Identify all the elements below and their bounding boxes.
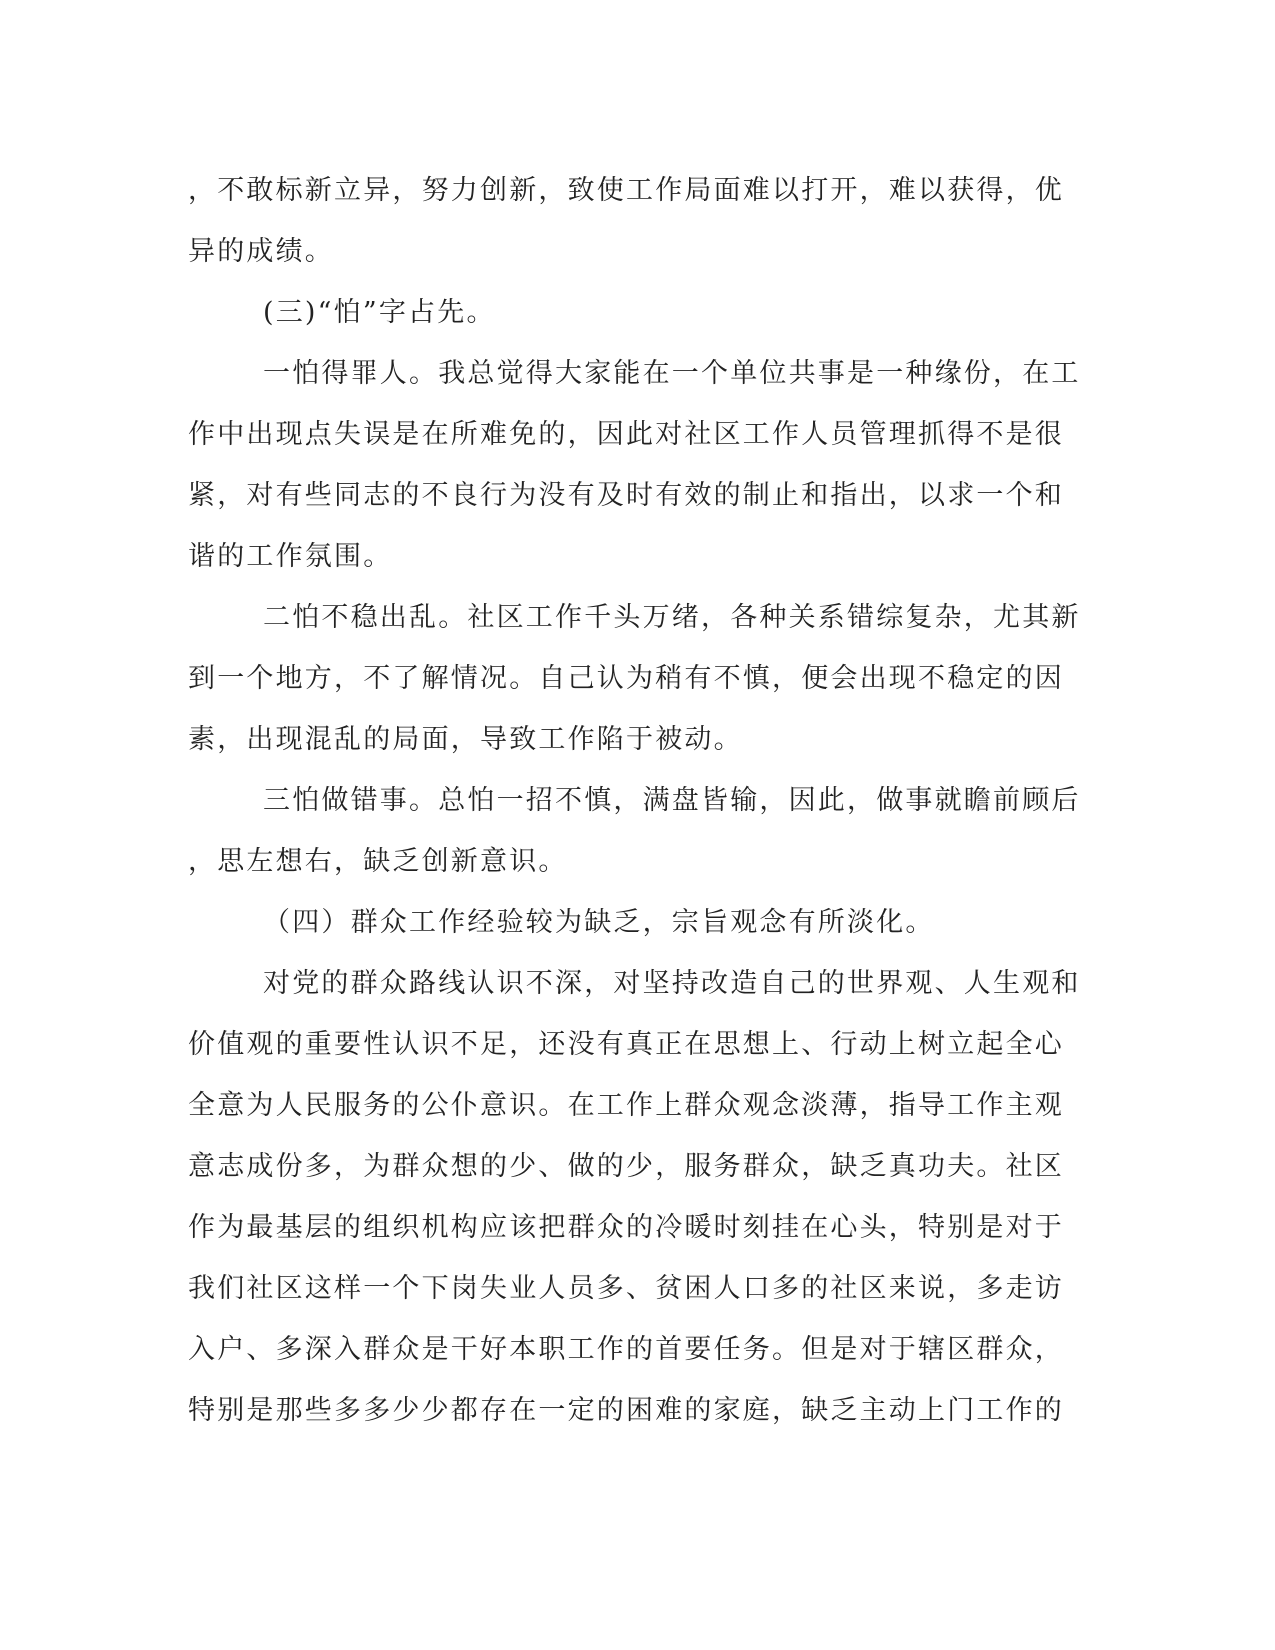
text-line: 全意为人民服务的公仆意识。在工作上群众观念淡薄，指导工作主观: [188, 1090, 1064, 1121]
body-text: [188, 160, 1081, 1441]
text-line: 素，出现混乱的局面，导致工作陷于被动。: [188, 724, 743, 755]
text-line: 到一个地方，不了解情况。自己认为稍有不慎，便会出现不稳定的因: [188, 663, 1064, 694]
text-line: 异的成绩。: [188, 236, 334, 267]
text-line: 意志成份多，为群众想的少、做的少，服务群众，缺乏真功夫。社区: [188, 1151, 1064, 1182]
text-line: 我们社区这样一个下岗失业人员多、贫困人口多的社区来说，多走访: [188, 1273, 1064, 1304]
text-line: 作中出现点失误是在所难免的，因此对社区工作人员管理抓得不是很: [188, 419, 1064, 450]
text-line: 价值观的重要性认识不足，还没有真正在思想上、行动上树立起全心: [188, 1029, 1064, 1060]
text-line: 对党的群众路线认识不深，对坚持改造自己的世界观、人生观和: [263, 968, 1081, 999]
text-line: 谐的工作氛围。: [188, 541, 393, 572]
text-line: (三)“怕”字占先。: [263, 297, 496, 328]
text-line: 特别是那些多多少少都存在一定的困难的家庭，缺乏主动上门工作的: [188, 1395, 1064, 1426]
text-line: 二怕不稳出乱。社区工作千头万绪，各种关系错综复杂，尤其新: [263, 602, 1081, 633]
text-line: 一怕得罪人。我总觉得大家能在一个单位共事是一种缘份，在工: [263, 358, 1081, 389]
text-line: 三怕做错事。总怕一招不慎，满盘皆输，因此，做事就瞻前顾后: [263, 785, 1081, 816]
text-line: （四）群众工作经验较为缺乏，宗旨观念有所淡化。: [263, 907, 935, 938]
text-line: ，思左想右，缺乏创新意识。: [188, 846, 568, 877]
text-line: 紧，对有些同志的不良行为没有及时有效的制止和指出，以求一个和: [188, 480, 1064, 511]
text-line: 入户、多深入群众是干好本职工作的首要任务。但是对于辖区群众，: [188, 1334, 1064, 1365]
text-line: 作为最基层的组织机构应该把群众的冷暖时刻挂在心头，特别是对于: [188, 1212, 1064, 1243]
text-line: ，不敢标新立异，努力创新，致使工作局面难以打开，难以获得，优: [188, 175, 1064, 206]
